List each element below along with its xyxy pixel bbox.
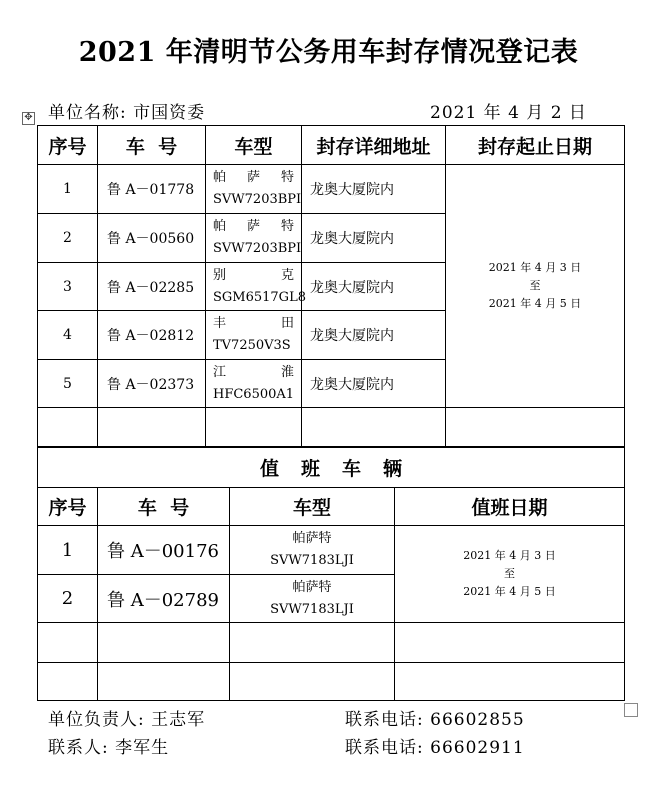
empty-cell[interactable] xyxy=(395,663,625,701)
empty-row xyxy=(38,408,625,447)
table-move-handle-icon[interactable]: ✥ xyxy=(22,112,35,125)
row-seq: 4 xyxy=(38,311,98,360)
period-to: 至 xyxy=(504,567,515,580)
unit-responsible: 单位负责人: 王志军 xyxy=(48,710,206,730)
row-address: 龙奥大厦院内 xyxy=(302,360,446,408)
row-seq: 3 xyxy=(38,263,98,311)
unit-name: 单位名称: 市国资委 xyxy=(48,103,206,123)
empty-cell[interactable] xyxy=(395,623,625,663)
empty-cell[interactable] xyxy=(302,408,446,447)
row-address: 龙奥大厦院内 xyxy=(302,214,446,263)
empty-cell[interactable] xyxy=(38,663,98,701)
model-code: SVW7183LJI xyxy=(270,553,354,568)
header-seq: 序号 xyxy=(38,488,98,526)
row-plate: 鲁 A－02285 xyxy=(98,263,206,311)
header-plate: 车 号 xyxy=(98,488,230,526)
period-start: 2021 年 4 月 3 日 xyxy=(463,549,556,562)
header-duty-date: 值班日期 xyxy=(395,488,625,526)
contact-phone-2: 联系电话: 66602911 xyxy=(345,738,525,758)
model-code: HFC6500A1 xyxy=(213,386,295,402)
contact-person: 联系人: 李军生 xyxy=(48,738,170,758)
row-model xyxy=(206,311,302,360)
duty-banner-row xyxy=(38,448,625,488)
period-to: 至 xyxy=(529,279,541,292)
model-brand: 帕萨特 xyxy=(292,531,332,546)
empty-row xyxy=(38,663,625,701)
table-row xyxy=(38,165,625,214)
header-plate: 车 号 xyxy=(98,126,206,165)
model-code: SVW7203BPI xyxy=(213,192,302,207)
table-header-row xyxy=(38,488,625,526)
row-seq: 2 xyxy=(38,575,98,623)
model-brand: 别 克 xyxy=(213,267,294,283)
row-plate: 鲁 A－00560 xyxy=(98,214,206,263)
report-date: 2021 年 4 月 2 日 xyxy=(430,103,587,123)
period-end: 2021 年 4 月 5 日 xyxy=(463,585,556,598)
table-header-row xyxy=(38,126,625,165)
header-model: 车型 xyxy=(230,488,395,526)
empty-cell[interactable] xyxy=(38,623,98,663)
seal-period xyxy=(446,165,625,408)
document-title: 2021 年清明节公务用车封存情况登记表 xyxy=(78,37,579,68)
empty-cell[interactable] xyxy=(206,408,302,447)
model-brand: 帕 萨 特 xyxy=(213,170,294,185)
model-brand: 丰 田 xyxy=(213,316,294,331)
empty-cell[interactable] xyxy=(98,663,230,701)
model-code: SVW7203BPI xyxy=(213,241,302,256)
row-address: 龙奥大厦院内 xyxy=(302,263,446,311)
row-plate: 鲁 A－01778 xyxy=(98,165,206,214)
row-address: 龙奥大厦院内 xyxy=(302,165,446,214)
header-model: 车型 xyxy=(206,126,302,165)
empty-cell[interactable] xyxy=(38,408,98,447)
row-plate: 鲁 A－02373 xyxy=(98,360,206,408)
row-model xyxy=(206,360,302,408)
sealed-vehicles-table xyxy=(37,125,625,447)
row-seq: 2 xyxy=(38,214,98,263)
empty-cell[interactable] xyxy=(230,663,395,701)
duty-period xyxy=(395,526,625,623)
model-code: SGM6517GL8 xyxy=(213,289,306,305)
row-seq: 5 xyxy=(38,360,98,408)
row-model xyxy=(206,214,302,263)
empty-cell[interactable] xyxy=(98,408,206,447)
row-model xyxy=(206,165,302,214)
row-plate: 鲁 A－02812 xyxy=(98,311,206,360)
duty-vehicles-table xyxy=(37,447,625,701)
model-brand: 江 淮 xyxy=(213,364,294,380)
empty-cell[interactable] xyxy=(230,623,395,663)
table-row xyxy=(38,526,625,575)
period-start: 2021 年 4 月 3 日 xyxy=(488,261,582,274)
empty-row xyxy=(38,623,625,663)
header-seq: 序号 xyxy=(38,126,98,165)
table-resize-handle[interactable] xyxy=(624,703,638,717)
empty-cell[interactable] xyxy=(98,623,230,663)
model-brand: 帕 萨 特 xyxy=(213,219,294,234)
header-address: 封存详细地址 xyxy=(302,126,446,165)
row-plate: 鲁 A－02789 xyxy=(98,575,230,623)
row-address: 龙奥大厦院内 xyxy=(302,311,446,360)
empty-cell[interactable] xyxy=(446,408,625,447)
period-end: 2021 年 4 月 5 日 xyxy=(488,297,582,310)
row-seq: 1 xyxy=(38,165,98,214)
model-brand: 帕萨特 xyxy=(292,579,332,595)
contact-phone-1: 联系电话: 66602855 xyxy=(345,710,525,730)
duty-banner: 值班车辆 xyxy=(38,448,625,488)
row-model xyxy=(206,263,306,311)
row-seq: 1 xyxy=(38,526,98,575)
header-seal-period: 封存起止日期 xyxy=(446,126,625,165)
row-model xyxy=(230,575,395,623)
row-model xyxy=(230,526,395,575)
model-code: SVW7183LJI xyxy=(270,601,354,617)
model-code: TV7250V3S xyxy=(213,338,291,353)
row-plate: 鲁 A－00176 xyxy=(98,526,230,575)
